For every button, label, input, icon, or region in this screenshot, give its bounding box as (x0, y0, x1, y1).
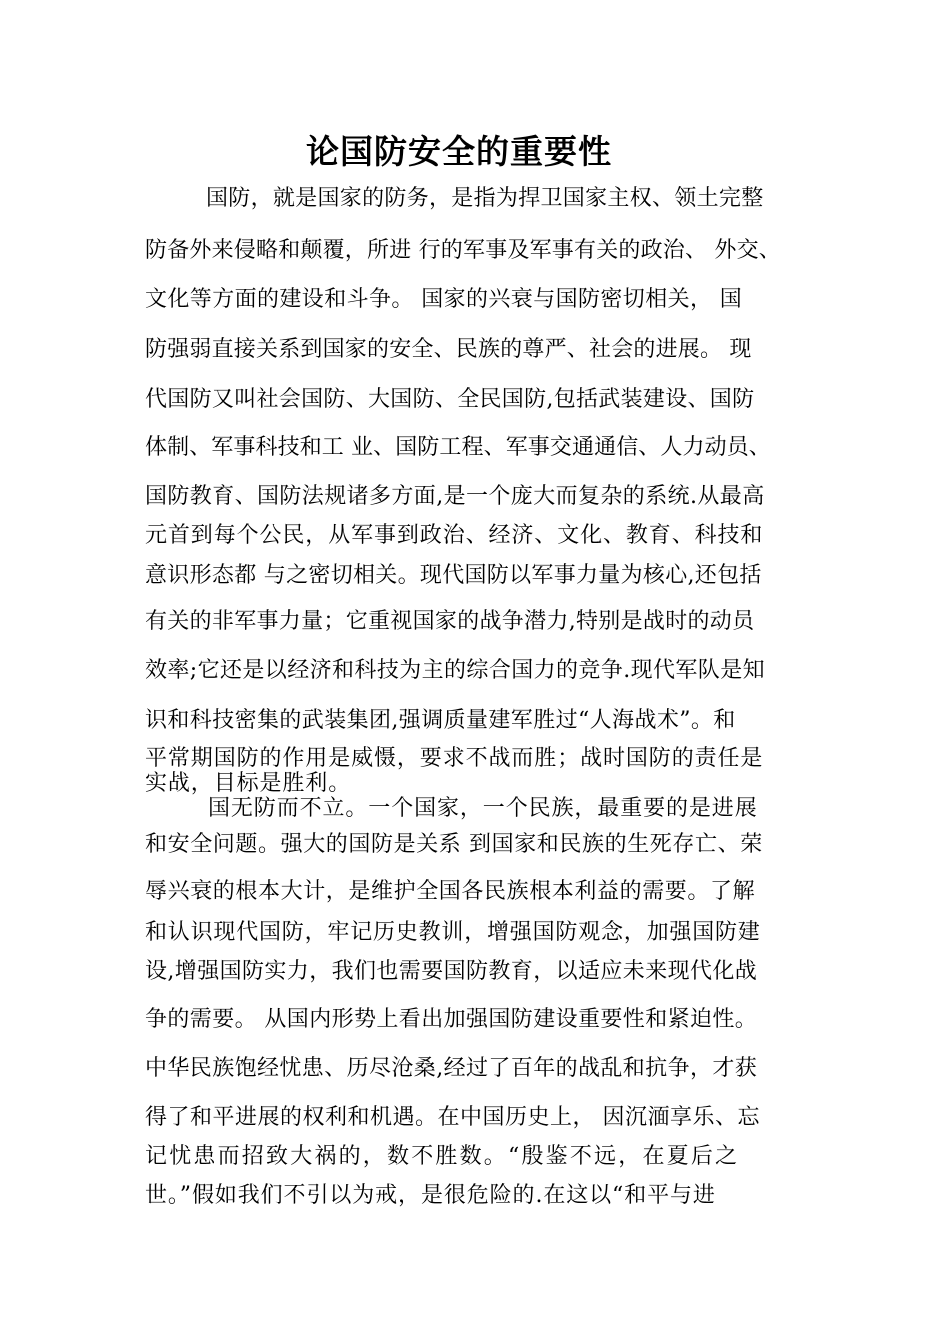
paragraph-line: 代国防又叫社会国防、大国防、全民国防,包括武装建设、国防 (145, 387, 755, 412)
paragraph-line: 元首到每个公民，从军事到政治、经济、文化、教育、科技和 (145, 523, 764, 548)
paragraph-line: 得了和平进展的权利和机遇。在中国历史上， 因沉湎享乐、忘 (145, 1105, 760, 1130)
paragraph-line: 和安全问题。强大的国防是关系 到国家和民族的生死存亡、荣 (145, 832, 763, 857)
paragraph-line: 识和科技密集的武装集团,强调质量建军胜过“人海战术”。和 (145, 708, 736, 733)
paragraph-line: 文化等方面的建设和斗争。 国家的兴衰与国防密切相关， 国 (145, 287, 743, 312)
paragraph-line: 和认识现代国防，牢记历史教训，增强国防观念，加强国防建 (145, 920, 761, 945)
paragraph-line: 记忧患而招致大祸的，数不胜数。“殷鉴不远，在夏后之 (145, 1144, 740, 1169)
paragraph-line: 中华民族饱经忧患、历尽沧桑,经过了百年的战乱和抗争，才获 (145, 1056, 758, 1081)
paragraph-line: 世。”假如我们不引以为戒，是很危险的.在这以“和平与进 (145, 1183, 716, 1208)
paragraph-line: 防强弱直接关系到国家的安全、民族的尊严、社会的进展。 现 (145, 337, 752, 362)
paragraph-line: 国防教育、国防法规诸多方面,是一个庞大而复杂的系统.从最高 (145, 484, 765, 509)
paragraph-line: 体制、军事科技和工 业、国防工程、军事交通通信、人力动员、 (145, 435, 771, 460)
paragraph-line: 有关的非军事力量；它重视国家的战争潜力,特别是战时的动员 (145, 609, 755, 634)
paragraph-line: 平常期国防的作用是威慑，要求不战而胜；战时国防的责任是 (145, 746, 764, 771)
paragraph-line: 效率;它还是以经济和科技为主的综合国力的竞争.现代军队是知 (145, 658, 766, 683)
paragraph-line: 实战，目标是胜利。 (145, 771, 352, 796)
paragraph-line: 争的需要。 从国内形势上看出加强国防建设重要性和紧迫性。 (145, 1007, 758, 1032)
paragraph-line: 设,增强国防实力，我们也需要国防教育，以适应未来现代化战 (145, 959, 758, 984)
document-title: 论国防安全的重要性 (306, 132, 612, 171)
paragraph-line: 辱兴衰的根本大计，是维护全国各民族根本利益的需要。了解 (145, 879, 756, 904)
paragraph-line: 国无防而不立。一个国家，一个民族，最重要的是进展 (208, 796, 758, 821)
paragraph-line: 防备外来侵略和颠覆，所进 行的军事及军事有关的政治、 外交、 (145, 238, 781, 263)
paragraph-line: 意识形态都 与之密切相关。现代国防以军事力量为核心,还包括 (145, 563, 762, 588)
paragraph-line: 国防，就是国家的防务，是指为捍卫国家主权、领土完整 (206, 186, 764, 211)
